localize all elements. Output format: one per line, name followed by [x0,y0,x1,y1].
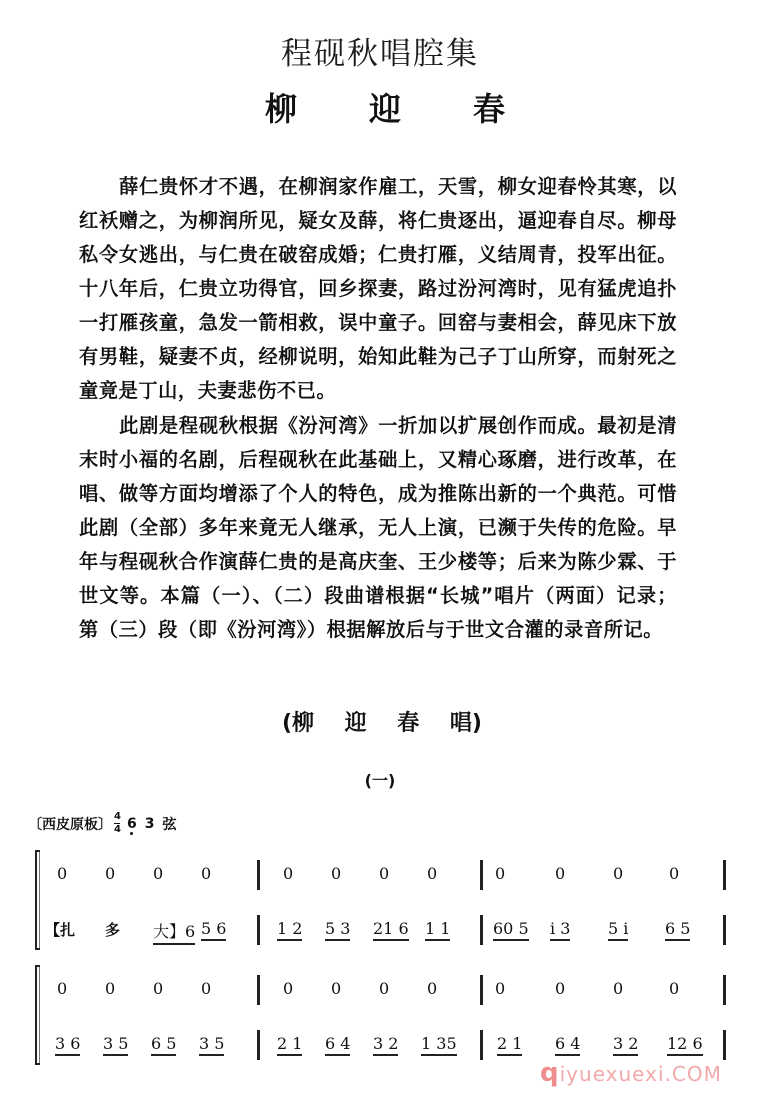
sub-title-char: 迎 [344,711,367,736]
note: 0 [613,864,624,883]
note-group: 6 5 [665,919,690,941]
note-group: 大】6 [153,919,195,945]
note: 0 [283,979,294,998]
score-system-1 [35,850,735,950]
barline [257,915,260,945]
note-group: 6 4 [325,1034,350,1056]
low-octave-dot-icon [130,832,133,835]
accompaniment-row [35,975,735,1005]
note-group: 2 1 [277,1034,302,1056]
key-note-2: 3 [144,815,155,832]
vocal-row [35,915,735,945]
barline [723,915,726,945]
note: 0 [427,864,438,883]
section-number: (一) [364,771,396,790]
note-group: 3 2 [373,1034,398,1056]
play-title [265,84,505,130]
barline [257,975,260,1005]
barline [480,915,483,945]
time-sig-bottom: 4 [114,824,121,835]
time-signature [114,812,121,835]
note-group: 3 2 [613,1034,638,1056]
note: 0 [331,864,342,883]
barline [257,1030,260,1060]
note: 0 [105,979,116,998]
key-suffix: 弦 [162,816,177,833]
barline [480,860,483,890]
note: 0 [57,979,68,998]
sub-title-char: 唱) [449,711,482,736]
barline [480,1030,483,1060]
note-group: 3 5 [199,1034,224,1056]
note-group: 5 3 [325,919,350,941]
accompaniment-row [35,860,735,890]
barline [723,860,726,890]
note-group: 6 4 [555,1034,580,1056]
tempo-marking [28,812,176,835]
intro-paragraph-history [79,409,677,647]
note-group: 1 2 [277,919,302,941]
barline [723,975,726,1005]
note: 0 [495,979,506,998]
key-note-text: 6 [126,815,137,832]
barline [723,1030,726,1060]
score-system-2 [35,965,735,1065]
key-note-1 [127,816,137,832]
note: 0 [105,864,116,883]
site-watermark [540,1058,722,1088]
note-group: 6 5 [151,1034,176,1056]
paragraph-text: 薛仁贵怀才不遇，在柳润家作雇工，天雪，柳女迎春怜其寒，以红袄赠之，为柳润所见，疑女及薛，将仁贵逐出，逼迎春自尽。柳母私令女逃出，与仁贵在破窑成婚；仁贵打雁，义结周青，投军出征。十八年后，仁贵立功得官，回乡探妻，路过汾河湾时，见有猛虎追扑一打雁孩童，急发一箭相救，误中童子。回窑与妻相会，薛见床下放有男鞋，疑妻不贞，经柳说明，始知此鞋为己子丁山所穿，而射死之童竟是丁山，夫妻悲伤不已。 [79,175,677,402]
note: 0 [201,979,212,998]
sub-title-char: 春 [397,711,420,736]
note: 0 [57,864,68,883]
watermark-text: iyuexuexi.COM [559,1062,722,1086]
note: 0 [669,979,680,998]
score-sub-title [282,706,482,737]
note-group: 60 5 [493,919,529,941]
note-group: 2 1 [497,1034,522,1056]
play-title-char: 迎 [368,90,401,128]
tempo-label: 〔西皮原板〕 [28,816,112,833]
paragraph-text: 此剧是程砚秋根据《汾河湾》一折加以扩展创作而成。最初是清末时小福的名剧，后程砚秋在此基础上，又精心琢磨，进行改革，在唱、做等方面均增添了个人的特色，成为推陈出新的一个典范。可惜此剧（全部）多年来竟无人继承，无人上演，已濒于失传的危险。早年与程砚秋合作演薛仁贵的是高庆奎、王少楼等；后来为陈少霖、于世文等。本篇（一）、（二）段曲谱根据“长城”唱片（两面）记录；第（三）段（即《汾河湾》）根据解放后与于世文合灌的录音所记。 [79,414,677,641]
time-sig-top: 4 [114,811,121,822]
note: 0 [153,864,164,883]
note-group: 3 6 [55,1034,80,1056]
vocal-row [35,1030,735,1060]
note: 0 [283,864,294,883]
note: 0 [669,864,680,883]
note: 0 [495,864,506,883]
sub-title-char: (柳 [282,711,315,736]
note-group: 5 i [608,919,628,941]
note: 0 [613,979,624,998]
note-group: 3 5 [103,1034,128,1056]
barline [257,860,260,890]
note-group: 21 6 [373,919,409,941]
intro-paragraph-synopsis [79,170,677,408]
play-title-char: 柳 [265,90,298,128]
book-title: 程砚秋唱腔集 [281,36,479,72]
note: 0 [379,864,390,883]
play-title-char: 春 [472,90,505,128]
percussion-syllable: 【扎 [45,921,76,939]
note-group: i 3 [550,919,570,941]
note: 0 [153,979,164,998]
note: 0 [201,864,212,883]
note: 0 [555,864,566,883]
note: 0 [379,979,390,998]
note: 0 [555,979,566,998]
barline [480,975,483,1005]
note-group: 12 6 [667,1034,703,1056]
percussion-syllable: 多 [105,921,121,939]
note-group: 5 6 [201,919,226,941]
note: 0 [331,979,342,998]
note-group: 1 1 [425,919,450,941]
watermark-logo-icon: q [540,1058,560,1088]
note: 0 [427,979,438,998]
note-group: 1 35 [421,1034,457,1056]
